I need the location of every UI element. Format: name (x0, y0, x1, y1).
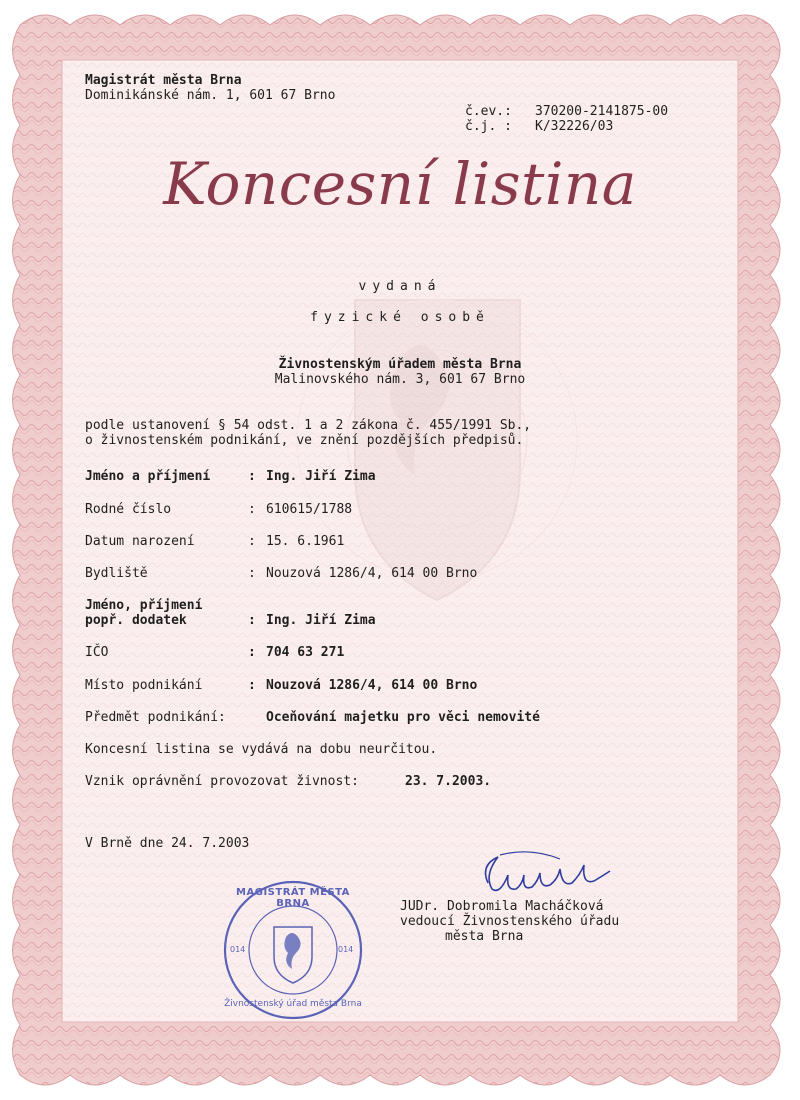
field-label: Datum narození (85, 534, 195, 549)
evidence-number: 370200-2141875-00 (535, 104, 669, 119)
field-label-continued: popř. dodatek (85, 613, 187, 628)
validity-statement: Koncesní listina se vydává na dobu neurčitou. (85, 742, 438, 757)
law-line-2: o živnostenském podnikání, ve znění pozdějších předpisů. (85, 433, 524, 448)
field-value: Nouzová 1286/4, 614 00 Brno (266, 678, 478, 693)
stamp-right-number: 014 (338, 945, 354, 954)
office-address: Malinovského nám. 3, 601 67 Brno (274, 372, 526, 387)
signatory-name: JUDr. Dobromila Macháčková (400, 899, 604, 914)
signatory-office: města Brna (445, 929, 524, 944)
field-colon: : (248, 566, 256, 581)
field-value: Ing. Jiří Zima (266, 613, 376, 628)
field-value: 610615/1788 (266, 502, 353, 517)
reference-number: K/32226/03 (535, 119, 614, 134)
place-and-date: V Brně dne 24. 7.2003 (85, 836, 250, 851)
field-value: 15. 6.1961 (266, 534, 345, 549)
field-label: Rodné číslo (85, 502, 172, 517)
issuer-name: Magistrát města Brna (85, 73, 242, 88)
stamp-left-number: 014 (230, 945, 246, 954)
field-label: Bydliště (85, 566, 148, 581)
evidence-number-label: č.ev.: (465, 104, 512, 119)
issuer-address: Dominikánské nám. 1, 601 67 Brno (85, 88, 336, 103)
stamp-text-layer (222, 879, 364, 1021)
stamp-top-text: MAGISTRÁT MĚSTA BRNA (236, 887, 350, 909)
reference-number-label: č.j. : (465, 119, 512, 134)
office-name: Živnostenským úřadem města Brna (278, 357, 522, 372)
field-value: Oceňování majetku pro věci nemovité (266, 710, 540, 725)
field-value: Nouzová 1286/4, 614 00 Brno (266, 566, 478, 581)
issued-label: vydaná (358, 279, 442, 294)
field-colon: : (248, 678, 256, 693)
field-colon: : (248, 469, 256, 484)
stamp-bottom-text: Živnostenský úřad města Brna (224, 999, 362, 1009)
field-colon: : (248, 645, 256, 660)
field-colon: : (248, 534, 256, 549)
signatory-role: vedoucí Živnostenského úřadu (400, 914, 620, 929)
field-label: IČO (85, 645, 109, 660)
signature (470, 845, 640, 905)
origin-label: Vznik oprávnění provozovat živnost: (85, 774, 359, 789)
field-label: Předmět podnikání: (85, 710, 226, 725)
field-label: Místo podnikání (85, 678, 203, 693)
field-value: Ing. Jiří Zima (266, 469, 376, 484)
field-value: 704 63 271 (266, 645, 345, 660)
issued-to-label: fyzické osobě (310, 310, 490, 325)
law-line-1: podle ustanovení § 54 odst. 1 a 2 zákona č. 455/1991 Sb., (85, 418, 532, 433)
field-colon: : (248, 502, 256, 517)
origin-date: 23. 7.2003. (405, 774, 492, 789)
field-label: Jméno, příjmení (85, 598, 203, 613)
document-title: Koncesní listina (163, 150, 637, 218)
field-label: Jméno a příjmení (85, 469, 211, 484)
field-colon: : (248, 613, 256, 628)
